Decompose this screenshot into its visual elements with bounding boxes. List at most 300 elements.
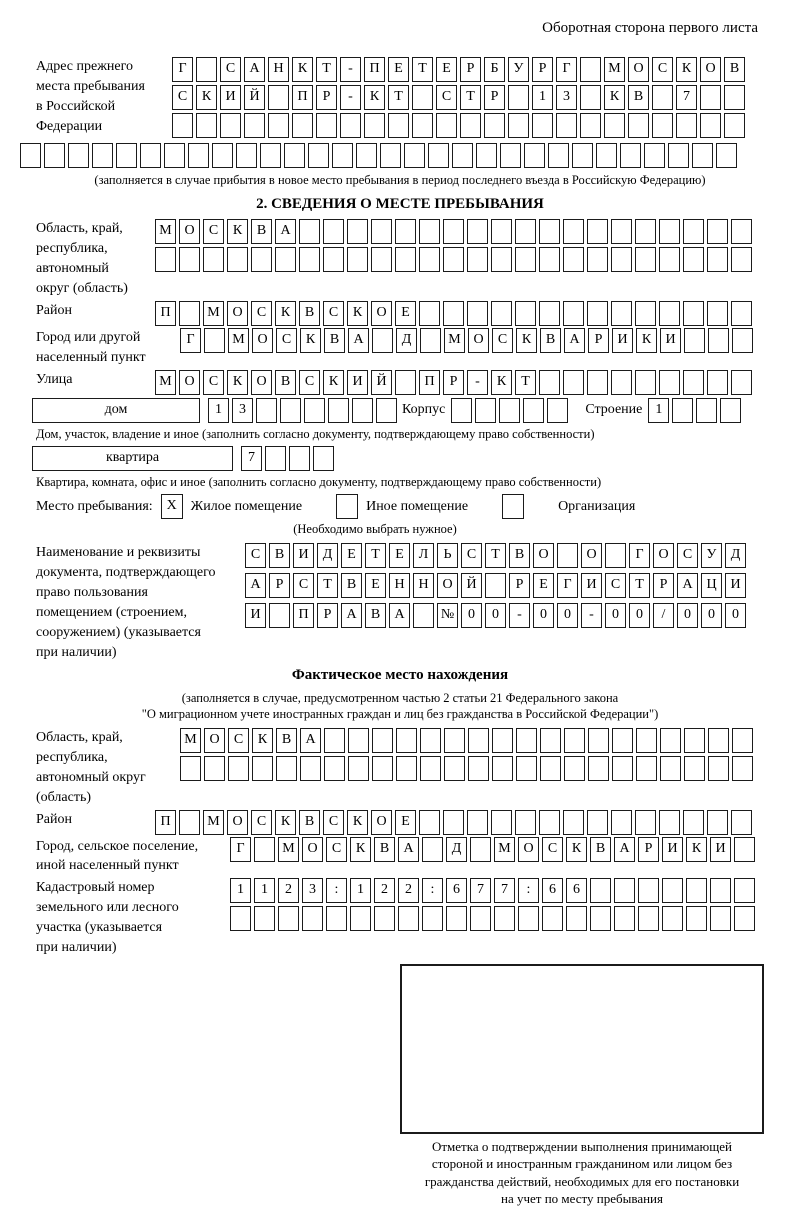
char-cell[interactable]	[324, 756, 345, 781]
char-cell[interactable]	[412, 113, 433, 138]
char-cell[interactable]: А	[564, 328, 585, 353]
char-cell[interactable]	[380, 143, 401, 168]
char-cell[interactable]	[710, 878, 731, 903]
char-cell[interactable]	[605, 543, 626, 568]
char-cell[interactable]: 7	[470, 878, 491, 903]
char-cell[interactable]	[20, 143, 41, 168]
char-cell[interactable]	[611, 301, 632, 326]
char-cell[interactable]	[563, 219, 584, 244]
char-cell[interactable]	[179, 810, 200, 835]
char-cell[interactable]	[696, 398, 717, 423]
char-cell[interactable]: Т	[485, 543, 506, 568]
char-cell[interactable]	[484, 113, 505, 138]
char-cell[interactable]	[44, 143, 65, 168]
char-cell[interactable]: Е	[388, 57, 409, 82]
char-cell[interactable]: К	[686, 837, 707, 862]
char-cell[interactable]: А	[348, 328, 369, 353]
char-cell[interactable]	[172, 113, 193, 138]
char-cell[interactable]: 0	[461, 603, 482, 628]
char-cell[interactable]	[395, 247, 416, 272]
char-cell[interactable]	[590, 878, 611, 903]
char-cell[interactable]: Г	[556, 57, 577, 82]
char-cell[interactable]: 0	[605, 603, 626, 628]
char-cell[interactable]: 0	[557, 603, 578, 628]
char-cell[interactable]: Т	[412, 57, 433, 82]
char-cell[interactable]: М	[155, 370, 176, 395]
char-cell[interactable]: У	[508, 57, 529, 82]
char-cell[interactable]	[164, 143, 185, 168]
char-cell[interactable]: Г	[557, 573, 578, 598]
char-cell[interactable]	[668, 143, 689, 168]
char-cell[interactable]	[443, 219, 464, 244]
char-cell[interactable]	[352, 398, 373, 423]
char-cell[interactable]	[396, 728, 417, 753]
char-cell[interactable]	[724, 113, 745, 138]
char-cell[interactable]	[467, 810, 488, 835]
char-cell[interactable]	[419, 810, 440, 835]
char-cell[interactable]: В	[251, 219, 272, 244]
char-cell[interactable]	[635, 301, 656, 326]
char-cell[interactable]: Р	[653, 573, 674, 598]
char-cell[interactable]	[611, 370, 632, 395]
char-cell[interactable]: О	[252, 328, 273, 353]
char-cell[interactable]: 2	[278, 878, 299, 903]
char-cell[interactable]	[395, 219, 416, 244]
char-cell[interactable]	[676, 113, 697, 138]
char-cell[interactable]: П	[292, 85, 313, 110]
char-cell[interactable]: В	[540, 328, 561, 353]
char-cell[interactable]	[395, 370, 416, 395]
char-cell[interactable]	[347, 247, 368, 272]
char-cell[interactable]: О	[437, 573, 458, 598]
char-cell[interactable]	[572, 143, 593, 168]
char-cell[interactable]: Р	[638, 837, 659, 862]
char-cell[interactable]: П	[419, 370, 440, 395]
char-cell[interactable]	[227, 247, 248, 272]
char-cell[interactable]	[660, 756, 681, 781]
char-cell[interactable]: А	[341, 603, 362, 628]
char-cell[interactable]: П	[155, 301, 176, 326]
char-cell[interactable]	[587, 301, 608, 326]
char-cell[interactable]	[451, 398, 472, 423]
char-cell[interactable]	[467, 247, 488, 272]
char-cell[interactable]	[268, 85, 289, 110]
char-cell[interactable]: С	[542, 837, 563, 862]
char-cell[interactable]	[587, 219, 608, 244]
char-cell[interactable]	[446, 906, 467, 931]
char-cell[interactable]: О	[581, 543, 602, 568]
char-cell[interactable]	[590, 906, 611, 931]
char-cell[interactable]	[548, 143, 569, 168]
char-cell[interactable]: К	[292, 57, 313, 82]
char-cell[interactable]: Р	[316, 85, 337, 110]
char-cell[interactable]: В	[299, 301, 320, 326]
char-cell[interactable]	[566, 906, 587, 931]
char-cell[interactable]	[659, 247, 680, 272]
char-cell[interactable]: 7	[494, 878, 515, 903]
char-cell[interactable]	[230, 906, 251, 931]
char-cell[interactable]: -	[509, 603, 530, 628]
char-cell[interactable]: 1	[254, 878, 275, 903]
char-cell[interactable]: И	[220, 85, 241, 110]
char-cell[interactable]: Г	[172, 57, 193, 82]
char-cell[interactable]	[278, 906, 299, 931]
char-cell[interactable]: -	[467, 370, 488, 395]
char-cell[interactable]	[491, 219, 512, 244]
char-cell[interactable]	[220, 113, 241, 138]
char-cell[interactable]	[662, 878, 683, 903]
char-cell[interactable]	[251, 247, 272, 272]
char-cell[interactable]: В	[276, 728, 297, 753]
char-cell[interactable]	[348, 728, 369, 753]
char-cell[interactable]: М	[278, 837, 299, 862]
char-cell[interactable]	[734, 878, 755, 903]
char-cell[interactable]: Н	[389, 573, 410, 598]
char-cell[interactable]: О	[700, 57, 721, 82]
char-cell[interactable]	[204, 756, 225, 781]
char-cell[interactable]	[500, 143, 521, 168]
char-cell[interactable]: Й	[461, 573, 482, 598]
char-cell[interactable]: М	[604, 57, 625, 82]
char-cell[interactable]: В	[374, 837, 395, 862]
char-cell[interactable]	[563, 247, 584, 272]
char-cell[interactable]	[707, 219, 728, 244]
char-cell[interactable]: М	[155, 219, 176, 244]
char-cell[interactable]	[563, 301, 584, 326]
char-cell[interactable]: П	[364, 57, 385, 82]
char-cell[interactable]	[662, 906, 683, 931]
char-cell[interactable]	[475, 398, 496, 423]
char-cell[interactable]: С	[299, 370, 320, 395]
char-cell[interactable]	[684, 328, 705, 353]
char-cell[interactable]: 7	[241, 446, 262, 471]
char-cell[interactable]	[720, 398, 741, 423]
char-cell[interactable]: С	[461, 543, 482, 568]
char-cell[interactable]	[419, 247, 440, 272]
char-cell[interactable]	[692, 143, 713, 168]
char-cell[interactable]: Г	[230, 837, 251, 862]
char-cell[interactable]	[491, 247, 512, 272]
char-cell[interactable]: 1	[350, 878, 371, 903]
char-cell[interactable]	[491, 810, 512, 835]
char-cell[interactable]	[180, 756, 201, 781]
char-cell[interactable]: В	[324, 328, 345, 353]
char-cell[interactable]: О	[371, 810, 392, 835]
char-cell[interactable]	[635, 370, 656, 395]
char-cell[interactable]	[276, 756, 297, 781]
char-cell[interactable]: В	[299, 810, 320, 835]
char-cell[interactable]	[468, 756, 489, 781]
char-cell[interactable]: Д	[396, 328, 417, 353]
char-cell[interactable]: К	[300, 328, 321, 353]
char-cell[interactable]	[708, 328, 729, 353]
char-cell[interactable]	[731, 370, 752, 395]
char-cell[interactable]: 0	[629, 603, 650, 628]
char-cell[interactable]: Е	[389, 543, 410, 568]
char-cell[interactable]	[328, 398, 349, 423]
char-cell[interactable]	[614, 878, 635, 903]
char-cell[interactable]	[638, 878, 659, 903]
char-cell[interactable]	[275, 247, 296, 272]
char-cell[interactable]	[638, 906, 659, 931]
char-cell[interactable]: К	[516, 328, 537, 353]
char-cell[interactable]	[476, 143, 497, 168]
char-cell[interactable]	[302, 906, 323, 931]
char-cell[interactable]	[292, 113, 313, 138]
char-cell[interactable]	[404, 143, 425, 168]
char-cell[interactable]	[708, 756, 729, 781]
char-cell[interactable]	[280, 398, 301, 423]
char-cell[interactable]: 3	[556, 85, 577, 110]
char-cell[interactable]: В	[590, 837, 611, 862]
char-cell[interactable]	[371, 219, 392, 244]
char-cell[interactable]	[611, 219, 632, 244]
char-cell[interactable]	[304, 398, 325, 423]
char-cell[interactable]: Н	[268, 57, 289, 82]
char-cell[interactable]: А	[245, 573, 266, 598]
char-cell[interactable]: 2	[398, 878, 419, 903]
char-cell[interactable]	[732, 328, 753, 353]
char-cell[interactable]: Р	[509, 573, 530, 598]
other-premises-checkbox[interactable]	[336, 494, 358, 519]
char-cell[interactable]: Т	[316, 57, 337, 82]
char-cell[interactable]	[299, 219, 320, 244]
char-cell[interactable]: О	[227, 301, 248, 326]
char-cell[interactable]: В	[269, 543, 290, 568]
char-cell[interactable]	[557, 543, 578, 568]
char-cell[interactable]	[683, 219, 704, 244]
char-cell[interactable]	[324, 728, 345, 753]
char-cell[interactable]: 3	[232, 398, 253, 423]
char-cell[interactable]	[731, 301, 752, 326]
char-cell[interactable]: И	[293, 543, 314, 568]
char-cell[interactable]: Р	[443, 370, 464, 395]
char-cell[interactable]: И	[612, 328, 633, 353]
char-cell[interactable]: 1	[648, 398, 669, 423]
char-cell[interactable]	[374, 906, 395, 931]
char-cell[interactable]: О	[179, 370, 200, 395]
char-cell[interactable]: К	[347, 810, 368, 835]
char-cell[interactable]	[580, 85, 601, 110]
char-cell[interactable]	[188, 143, 209, 168]
char-cell[interactable]	[348, 756, 369, 781]
char-cell[interactable]	[683, 810, 704, 835]
char-cell[interactable]	[580, 57, 601, 82]
char-cell[interactable]: С	[605, 573, 626, 598]
char-cell[interactable]	[356, 143, 377, 168]
char-cell[interactable]	[539, 810, 560, 835]
char-cell[interactable]	[140, 143, 161, 168]
char-cell[interactable]: М	[180, 728, 201, 753]
char-cell[interactable]	[564, 756, 585, 781]
char-cell[interactable]: В	[628, 85, 649, 110]
char-cell[interactable]	[492, 728, 513, 753]
char-cell[interactable]	[660, 728, 681, 753]
char-cell[interactable]	[300, 756, 321, 781]
char-cell[interactable]	[683, 301, 704, 326]
char-cell[interactable]	[539, 301, 560, 326]
char-cell[interactable]: :	[422, 878, 443, 903]
char-cell[interactable]	[371, 247, 392, 272]
char-cell[interactable]	[350, 906, 371, 931]
char-cell[interactable]	[376, 398, 397, 423]
char-cell[interactable]	[468, 728, 489, 753]
char-cell[interactable]	[707, 247, 728, 272]
char-cell[interactable]: /	[653, 603, 674, 628]
char-cell[interactable]	[203, 247, 224, 272]
char-cell[interactable]	[289, 446, 310, 471]
char-cell[interactable]	[204, 328, 225, 353]
char-cell[interactable]	[588, 756, 609, 781]
char-cell[interactable]	[252, 756, 273, 781]
char-cell[interactable]	[614, 906, 635, 931]
char-cell[interactable]: С	[323, 301, 344, 326]
char-cell[interactable]	[684, 728, 705, 753]
char-cell[interactable]: К	[491, 370, 512, 395]
char-cell[interactable]	[659, 301, 680, 326]
char-cell[interactable]	[422, 837, 443, 862]
char-cell[interactable]	[734, 906, 755, 931]
char-cell[interactable]	[734, 837, 755, 862]
char-cell[interactable]	[587, 370, 608, 395]
char-cell[interactable]	[443, 301, 464, 326]
char-cell[interactable]	[436, 113, 457, 138]
char-cell[interactable]: С	[652, 57, 673, 82]
char-cell[interactable]	[612, 728, 633, 753]
char-cell[interactable]	[659, 810, 680, 835]
char-cell[interactable]	[700, 85, 721, 110]
char-cell[interactable]: А	[300, 728, 321, 753]
char-cell[interactable]	[452, 143, 473, 168]
char-cell[interactable]: С	[276, 328, 297, 353]
char-cell[interactable]	[443, 810, 464, 835]
char-cell[interactable]	[420, 756, 441, 781]
char-cell[interactable]	[652, 113, 673, 138]
char-cell[interactable]	[269, 603, 290, 628]
char-cell[interactable]: 1	[230, 878, 251, 903]
char-cell[interactable]	[732, 728, 753, 753]
char-cell[interactable]: Е	[395, 810, 416, 835]
char-cell[interactable]: А	[244, 57, 265, 82]
char-cell[interactable]	[724, 85, 745, 110]
char-cell[interactable]	[542, 906, 563, 931]
char-cell[interactable]: 7	[676, 85, 697, 110]
char-cell[interactable]	[299, 247, 320, 272]
char-cell[interactable]	[515, 301, 536, 326]
char-cell[interactable]: С	[677, 543, 698, 568]
char-cell[interactable]	[260, 143, 281, 168]
char-cell[interactable]	[539, 247, 560, 272]
char-cell[interactable]: О	[533, 543, 554, 568]
char-cell[interactable]	[515, 810, 536, 835]
char-cell[interactable]	[323, 247, 344, 272]
char-cell[interactable]: С	[245, 543, 266, 568]
organization-checkbox[interactable]	[502, 494, 524, 519]
char-cell[interactable]	[68, 143, 89, 168]
char-cell[interactable]: А	[614, 837, 635, 862]
char-cell[interactable]	[155, 247, 176, 272]
char-cell[interactable]: О	[518, 837, 539, 862]
char-cell[interactable]	[716, 143, 737, 168]
char-cell[interactable]: И	[245, 603, 266, 628]
char-cell[interactable]: 6	[542, 878, 563, 903]
char-cell[interactable]: С	[251, 810, 272, 835]
char-cell[interactable]: Е	[341, 543, 362, 568]
char-cell[interactable]	[612, 756, 633, 781]
char-cell[interactable]: 6	[446, 878, 467, 903]
char-cell[interactable]: Е	[395, 301, 416, 326]
char-cell[interactable]: О	[371, 301, 392, 326]
char-cell[interactable]	[179, 301, 200, 326]
char-cell[interactable]	[547, 398, 568, 423]
char-cell[interactable]: С	[228, 728, 249, 753]
char-cell[interactable]: М	[228, 328, 249, 353]
char-cell[interactable]: В	[724, 57, 745, 82]
house-type-box[interactable]: дом	[32, 398, 200, 423]
char-cell[interactable]	[92, 143, 113, 168]
char-cell[interactable]	[420, 728, 441, 753]
char-cell[interactable]	[212, 143, 233, 168]
char-cell[interactable]	[644, 143, 665, 168]
char-cell[interactable]: -	[340, 85, 361, 110]
char-cell[interactable]: И	[662, 837, 683, 862]
char-cell[interactable]: Ь	[437, 543, 458, 568]
char-cell[interactable]	[620, 143, 641, 168]
char-cell[interactable]	[686, 878, 707, 903]
char-cell[interactable]: П	[293, 603, 314, 628]
char-cell[interactable]	[422, 906, 443, 931]
char-cell[interactable]	[323, 219, 344, 244]
char-cell[interactable]	[419, 301, 440, 326]
char-cell[interactable]: У	[701, 543, 722, 568]
char-cell[interactable]	[611, 810, 632, 835]
char-cell[interactable]: В	[509, 543, 530, 568]
char-cell[interactable]	[196, 113, 217, 138]
char-cell[interactable]: Е	[365, 573, 386, 598]
char-cell[interactable]: В	[341, 573, 362, 598]
char-cell[interactable]	[467, 219, 488, 244]
char-cell[interactable]	[635, 810, 656, 835]
char-cell[interactable]	[524, 143, 545, 168]
char-cell[interactable]: И	[660, 328, 681, 353]
char-cell[interactable]: О	[302, 837, 323, 862]
char-cell[interactable]	[470, 906, 491, 931]
char-cell[interactable]	[683, 370, 704, 395]
char-cell[interactable]	[659, 370, 680, 395]
char-cell[interactable]	[268, 113, 289, 138]
char-cell[interactable]: С	[293, 573, 314, 598]
char-cell[interactable]: В	[365, 603, 386, 628]
char-cell[interactable]: 0	[533, 603, 554, 628]
char-cell[interactable]: К	[252, 728, 273, 753]
char-cell[interactable]: 0	[701, 603, 722, 628]
char-cell[interactable]: К	[275, 810, 296, 835]
char-cell[interactable]	[396, 756, 417, 781]
char-cell[interactable]	[686, 906, 707, 931]
char-cell[interactable]	[313, 446, 334, 471]
char-cell[interactable]	[332, 143, 353, 168]
char-cell[interactable]	[196, 57, 217, 82]
char-cell[interactable]: С	[251, 301, 272, 326]
char-cell[interactable]: О	[653, 543, 674, 568]
char-cell[interactable]: Р	[532, 57, 553, 82]
char-cell[interactable]: Т	[460, 85, 481, 110]
char-cell[interactable]: Ц	[701, 573, 722, 598]
char-cell[interactable]: В	[275, 370, 296, 395]
char-cell[interactable]	[388, 113, 409, 138]
char-cell[interactable]	[540, 728, 561, 753]
char-cell[interactable]: К	[227, 370, 248, 395]
